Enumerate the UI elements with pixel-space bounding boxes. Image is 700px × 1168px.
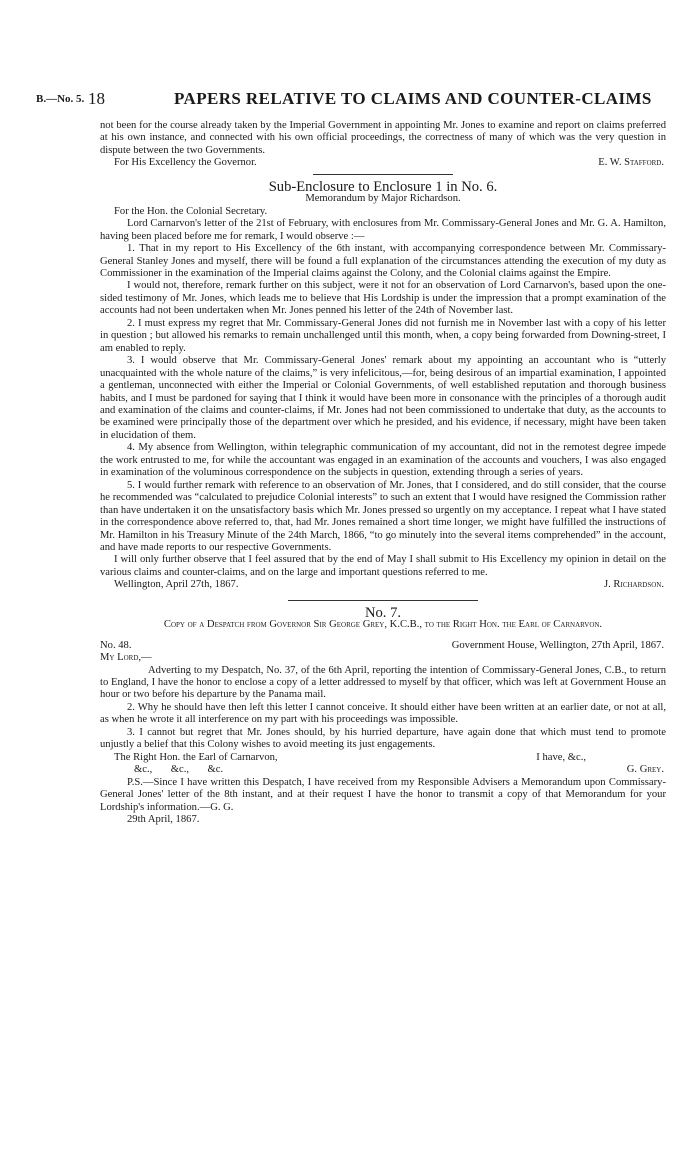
no7-subheading: Copy of a Despatch from Governor Sir George Grey, K.C.B., to the Right Hon. the Earl of Carnarvon. bbox=[163, 619, 603, 631]
despatch-location-date: Government House, Wellington, 27th April, 1867. bbox=[451, 639, 664, 651]
despatch-signature-row bbox=[100, 764, 666, 776]
no7-heading: No. 7. bbox=[364, 604, 402, 621]
despatch-number: No. 48. bbox=[100, 639, 132, 651]
running-title: PAPERS RELATIVE TO CLAIMS AND COUNTER-CLAIMS bbox=[174, 89, 652, 108]
memo-closing bbox=[100, 579, 666, 591]
section-divider bbox=[288, 600, 478, 601]
despatch-paragraph: 3. I cannot but regret that Mr. Jones should, by his hurried departure, have again done that which must tend to promote unjustly a belief that this Colony wishes to avoid meeting its just engagements. bbox=[100, 726, 666, 751]
memo-paragraph: I would not, therefore, remark further on this subject, were it not for an observation of Lord Carnarvon's, based upon the one-sided testimony of Mr. Jones, which leads me to believe that His Lordship is under the impression that a prompt examination of the accounts had not been undertaken when Mr. Jones penned his letter of the 24th of November last. bbox=[100, 280, 666, 317]
memo-paragraph: 3. I would observe that Mr. Commissary-General Jones' remark about my appointing an accountant who is “utterly unacquainted with the whole nature of the claims,” is very infelicitous,—for, being desirous of an impartial examination, I appointed a gentleman, unconnected with either the Imperial or Colonial Governments, of well established reputation and thorough business habits, and I must be pardoned for saying that I think it would have been more in consonance with the principles of a thorough audit and examination of the claims and counter-claims, if Mr. Jones had not been commissioned to undertake that duty, as the accounts to be examined were principally those of the department over which he presided, and his evidence, if necessary, might have been taken in elucidation of them. bbox=[100, 355, 666, 441]
despatch-salutation: My Lord,— bbox=[100, 652, 152, 664]
intro-paragraph: not been for the course already taken by the Imperial Government in appointing Mr. Jones to examine and report on claims preferred at his own instance, and connected with his own official proceedings, the correctness of many of which was the very question in dispute between the two Governments. bbox=[100, 120, 666, 156]
document-body bbox=[100, 120, 666, 826]
section-divider bbox=[313, 174, 453, 175]
intro-closing bbox=[100, 157, 666, 169]
document-reference: B.—No. 5. bbox=[36, 93, 85, 105]
memo-addressee: For the Hon. the Colonial Secretary. bbox=[114, 205, 268, 217]
intro-signature: E. W. Stafford. bbox=[598, 157, 664, 169]
despatch-paragraph: Adverting to my Despatch, No. 37, of the 6th April, reporting the intention of Commissary-General Jones, C.B., to return to England, I have the honor to enclose a copy of a letter addressed to myself by that officer, which was left at Government House an hour or two before his departure by the Panama mail. bbox=[100, 664, 666, 701]
memo-paragraph: Lord Carnarvon's letter of the 21st of February, with enclosures from Mr. Commissary-General Jones and Mr. G. A. Hamilton, having been placed before me for remark, I would observe :— bbox=[100, 218, 666, 242]
memo-paragraph: 2. I must express my regret that Mr. Commissary-General Jones did not furnish me in November last with a copy of his letter in question ; but allowed his remarks to remain unchallenged until this month, when, a copy being forwarded from Downing-street, I am enabled to reply. bbox=[100, 317, 666, 354]
page-number: 18 bbox=[88, 89, 105, 108]
memo-paragraph: I will only further observe that I feel assured that by the end of May I shall submit to His Excellency my opinion in detail on the various claims and counter-claims, and on the large and important questions referred to me. bbox=[100, 554, 666, 578]
despatch-signature: G. Grey. bbox=[626, 764, 664, 776]
memo-signature: J. Richardson. bbox=[604, 579, 664, 591]
despatch-meta bbox=[100, 640, 666, 652]
despatch-paragraph: 2. Why he should have then left this letter I cannot conceive. It should either have been written at an earlier date, or not at all, as when he wrote it all interference on my part with his proceedings was impossible. bbox=[100, 701, 666, 726]
despatch-closing bbox=[100, 752, 666, 764]
page-header bbox=[36, 89, 676, 111]
memo-date: Wellington, April 27th, 1867. bbox=[114, 579, 239, 591]
despatch-sign-off: I have, &c., bbox=[536, 751, 586, 763]
despatch-addressee: The Right Hon. the Earl of Carnarvon, bbox=[114, 751, 278, 763]
memorandum-heading: Memorandum by Major Richardson. bbox=[305, 193, 461, 205]
sub-enclosure-heading: Sub-Enclosure to Enclosure 1 in No. 6. bbox=[268, 178, 498, 195]
postscript-date: 29th April, 1867. bbox=[127, 814, 200, 826]
memo-paragraph: 1. That in my report to His Excellency of the 6th instant, with accompanying correspondence between Mr. Commissary-General Stanley Jones and myself, there will be found a full explanation of the circumstances attending the execution of my duty as Commissioner in the examination of the Imperial claims against the Colony, and the Colonial claims against the Empire. bbox=[100, 243, 666, 279]
intro-closing-left: For His Excellency the Governor. bbox=[114, 157, 257, 169]
memo-paragraph: 4. My absence from Wellington, within telegraphic communication of my accountant, did not in the remotest degree impede the work entrusted to me, for while the accountant was engaged in an examination of the accounts and vouchers, I was also engaged in examination of the voluminous correspondence on the subjects in question, extending through a series of years. bbox=[100, 442, 666, 479]
memo-paragraph: 5. I would further remark with reference to an observation of Mr. Jones, that I considered, and do still consider, that the course he recommended was “calculated to prejudice Colonial interests” to such an extent that I would have resigned the Commission rather than have undertaken it on the unsatisfactory basis which Mr. Jones pressed so urgently on my acceptance. I repeat what I have stated in the correspondence above referred to, that, had Mr. Jones remained a short time longer, we might have fulfilled the instructions of Mr. Hamilton in his Treasury Minute of the 24th March, 1866, “to go minutely into the several items comprehended” in the account, and have made reports to our respective Governments. bbox=[100, 479, 666, 553]
despatch-addressee-etc: &c., &c., &c. bbox=[134, 764, 224, 776]
despatch-postscript: P.S.—Since I have written this Despatch, I have received from my Responsible Advisers a Memorandum upon Commissary-General Jones' letter of the 8th instant, and at their request I have the honor to transmit a copy of that Memorandum for your Lordship's information.—G. G. bbox=[100, 776, 666, 813]
